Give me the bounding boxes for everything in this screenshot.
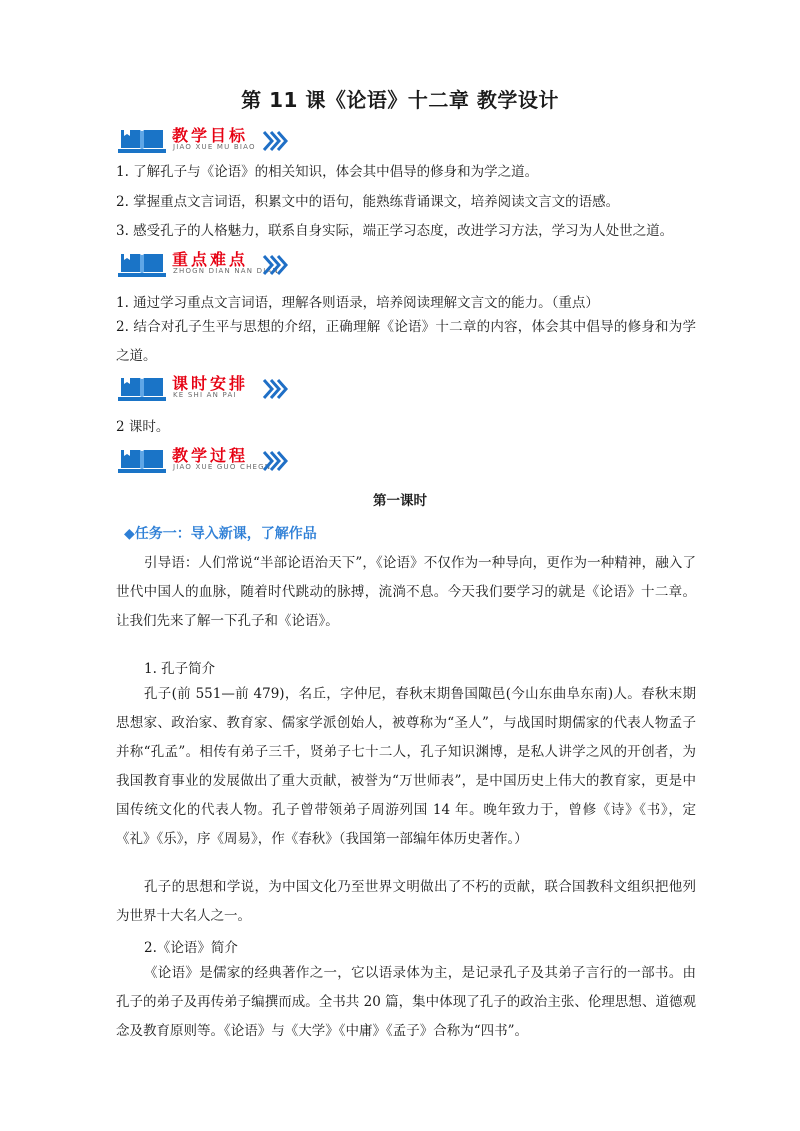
chevron-right-icon <box>262 254 290 276</box>
book-icon <box>118 250 166 278</box>
section-subtitle: JIAO XUE MU BIAO <box>173 143 256 151</box>
section-header-keys <box>116 248 306 284</box>
lesson-title: 第一课时 <box>373 493 427 509</box>
key-item: 1. 通过学习重点文言词语，理解各则语录，培养阅读理解文言文的能力。（重点） <box>116 295 599 311</box>
section-title: 教学目标 <box>172 126 249 145</box>
book-icon <box>118 374 166 402</box>
key-item: 2. 结合对孔子生平与思想的介绍，正确理解《论语》十二章的内容，体会其中倡导的修身和为学之道。 <box>116 319 696 364</box>
section-header-goals <box>116 124 306 160</box>
section-subtitle: JIAO XUE GUO CHEGN <box>173 463 272 471</box>
section-title: 重点难点 <box>172 250 249 269</box>
chevron-right-icon <box>262 130 290 152</box>
chevron-right-icon <box>262 450 290 472</box>
task-heading: ◆任务一：导入新课，了解作品 <box>124 526 317 542</box>
kongzi-heading: 1. 孔子简介 <box>144 661 216 677</box>
section-title: 教学过程 <box>172 446 249 465</box>
goal-item: 2. 掌握重点文言词语，积累文中的语句，能熟练背诵课文，培养阅读文言文的语感。 <box>116 194 620 210</box>
section-subtitle: KE SHI AN PAI <box>173 391 237 399</box>
intro-paragraph: 引导语：人们常说“半部论语治天下”，《论语》不仅作为一种导向，更作为一种精神，融入了世代中国人的血脉，随着时代跳动的脉搏，流淌不息。今天我们要学习的就是《论语》十二章。让我们先来了解一下孔子和《论语》。 <box>116 555 696 629</box>
section-header-process <box>116 444 306 480</box>
goal-item: 3. 感受孔子的人格魅力，联系自身实际，端正学习态度，改进学习方法，学习为人处世之道。 <box>116 223 674 239</box>
goal-item: 1. 了解孔子与《论语》的相关知识，体会其中倡导的修身和为学之道。 <box>116 164 539 180</box>
section-subtitle: ZHOGN DIAN NAN DIAN <box>173 267 279 275</box>
kongzi-paragraph: 孔子(前 551—前 479)，名丘，字仲尼，春秋末期鲁国陬邑(今山东曲阜东南)人。春秋末期思想家、政治家、教育家、儒家学派创始人，被尊称为“圣人”，与战国时期儒家的代表人物孟子并称“孔孟”。相传有弟子三千，贤弟子七十二人，孔子知识渊博，是私人讲学之风的开创者，为我国教育事业的发展做出了重大贡献，被誉为“万世师表”，是中国历史上伟大的教育家，更是中国传统文化的代表人物。孔子曾带领弟子周游列国 14 年。晚年致力于，曾修《诗》《书》，定《礼》《乐》，序《周易》，作《春秋》（我国第一部编年体历史著作。） <box>116 686 696 847</box>
lunyu-paragraph: 《论语》是儒家的经典著作之一，它以语录体为主，是记录孔子及其弟子言行的一部书。由孔子的弟子及再传弟子编撰而成。全书共 20 篇，集中体现了孔子的政治主张、伦理思想、道德观念及教育原则等。《论语》与《大学》《中庸》《孟子》合称为“四书”。 <box>116 965 696 1039</box>
page-title: 第 11 课《论语》十二章 教学设计 <box>241 88 559 112</box>
kongzi-paragraph-2: 孔子的思想和学说，为中国文化乃至世界文明做出了不朽的贡献，联合国教科文组织把他列为世界十大名人之一。 <box>116 879 696 924</box>
section-header-schedule <box>116 372 306 408</box>
chevron-right-icon <box>262 378 290 400</box>
book-icon <box>118 126 166 154</box>
lunyu-heading: 2.《论语》简介 <box>144 940 238 956</box>
book-icon <box>118 446 166 474</box>
section-title: 课时安排 <box>172 374 249 393</box>
schedule-text: 2 课时。 <box>116 419 170 435</box>
